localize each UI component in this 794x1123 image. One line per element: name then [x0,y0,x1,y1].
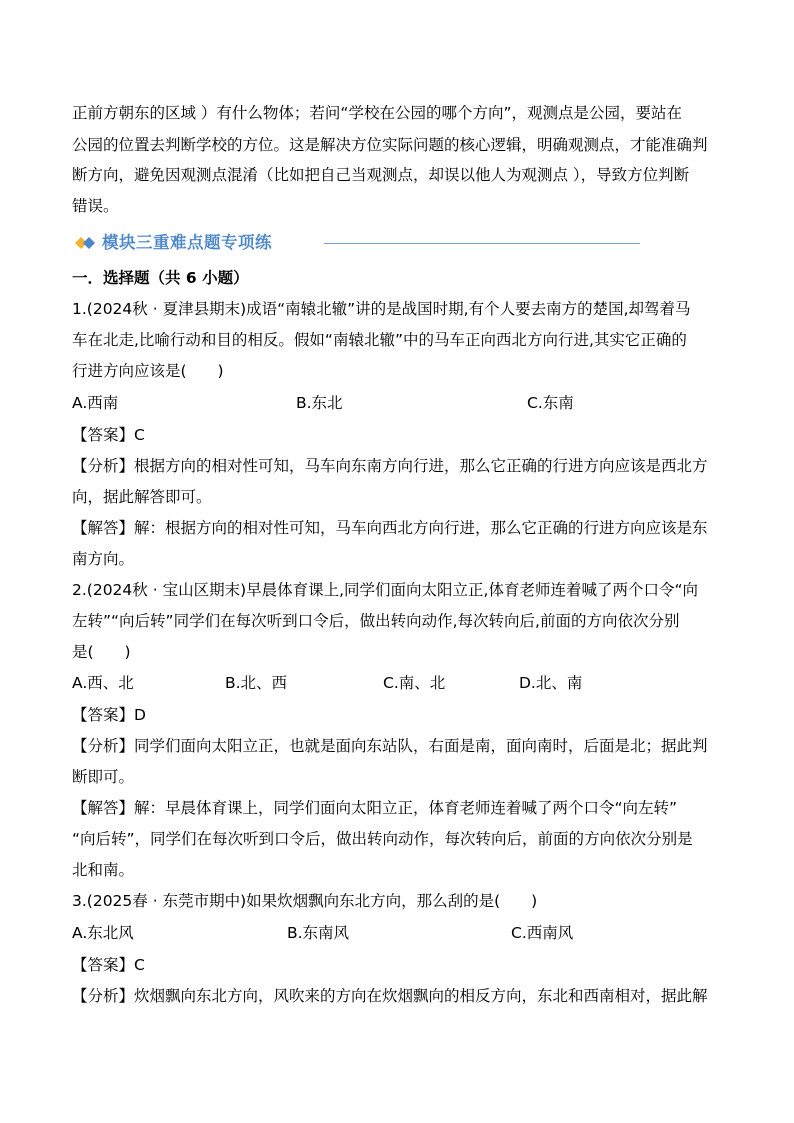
question-1-line: 车在北走,比喻行动和目的相反。假如“南辕北辙”中的马车正向西北方向行进,其实它正确的 [72,331,687,349]
question-1-line: 1.(2024秋 · 夏津县期末)成语“南辕北辙”讲的是战国时期,有个人要去南方的楚国,却驾着马 [72,300,691,318]
question-2-line: 左转”“向后转”同学们在每次听到口令后，做出转向动作,每次转向后,前面的方向依次分别 [72,612,680,630]
question-2-option-a: A.西、北 [72,674,134,692]
question-2-analysis: 断即可。 [72,768,135,786]
question-3-option-a: A.东北风 [72,924,134,942]
question-2-option-b: B.北、西 [225,674,288,692]
question-2-solution: 北和南。 [72,861,135,879]
question-1-solution: 【解答】解：根据方向的相对性可知，马车向西北方向行进，那么它正确的行进方向应该是东 [72,519,708,537]
question-3-line: 3.(2025春 · 东莞市期中)如果炊烟飘向东北方向，那么刮的是( ) [72,892,538,910]
double-chevron-icon [74,235,96,251]
module-header [74,232,574,254]
question-2-line: 2.(2024秋 · 宝山区期末)早晨体育课上,同学们面向太阳立正,体育老师连着喊了两个口令“向 [72,581,698,599]
question-2-option-c: C.南、北 [383,674,446,692]
module-title: 模块三重难点题专项练 [102,233,272,252]
question-3-option-c: C.西南风 [511,924,574,942]
question-2-solution: 【解答】解：早晨体育课上，同学们面向太阳立正，体育老师连着喊了两个口令“向左转” [72,799,678,817]
question-1-option-c: C.东南 [527,394,574,412]
question-2-analysis: 【分析】同学们面向太阳立正，也就是面向东站队，右面是南，面向南时，后面是北；据此判 [72,737,708,755]
question-1-option-b: B.东北 [296,394,343,412]
question-3-answer: 【答案】C [72,956,145,974]
question-1-solution: 南方向。 [72,550,135,568]
intro-line: 错误。 [72,197,119,215]
question-2-answer: 【答案】D [72,706,146,724]
intro-line: 正前方朝东的区域 ）有什么物体；若问“学校在公园的哪个方向”，观测点是公园，要站在 [72,104,682,122]
question-1-answer: 【答案】C [72,426,145,444]
intro-line: 公园的位置去判断学校的方位。这是解决方位实际问题的核心逻辑，明确观测点，才能准确判 [72,136,708,154]
section-heading: 一．选择题（共 6 小题） [72,269,249,287]
question-1-option-a: A.西南 [72,394,119,412]
question-1-line: 行进方向应该是( ) [72,362,224,380]
question-3-analysis: 【分析】炊烟飘向东北方向，风吹来的方向在炊烟飘向的相反方向，东北和西南相对，据此解 [72,987,708,1005]
question-2-line: 是( ) [72,643,131,661]
question-1-analysis: 【分析】根据方向的相对性可知，马车向东南方向行进，那么它正确的行进方向应该是西北方 [72,457,708,475]
module-divider [324,243,640,244]
question-3-option-b: B.东南风 [287,924,350,942]
question-2-solution: “向后转”，同学们在每次听到口令后，做出转向动作，每次转向后，前面的方向依次分别是 [72,830,693,848]
question-2-option-d: D.北、南 [519,674,583,692]
intro-line: 断方向，避免因观测点混淆（比如把自己当观测点，却误以他人为观测点 ），导致方位判断 [72,166,690,184]
question-1-analysis: 向，据此解答即可。 [72,488,212,506]
